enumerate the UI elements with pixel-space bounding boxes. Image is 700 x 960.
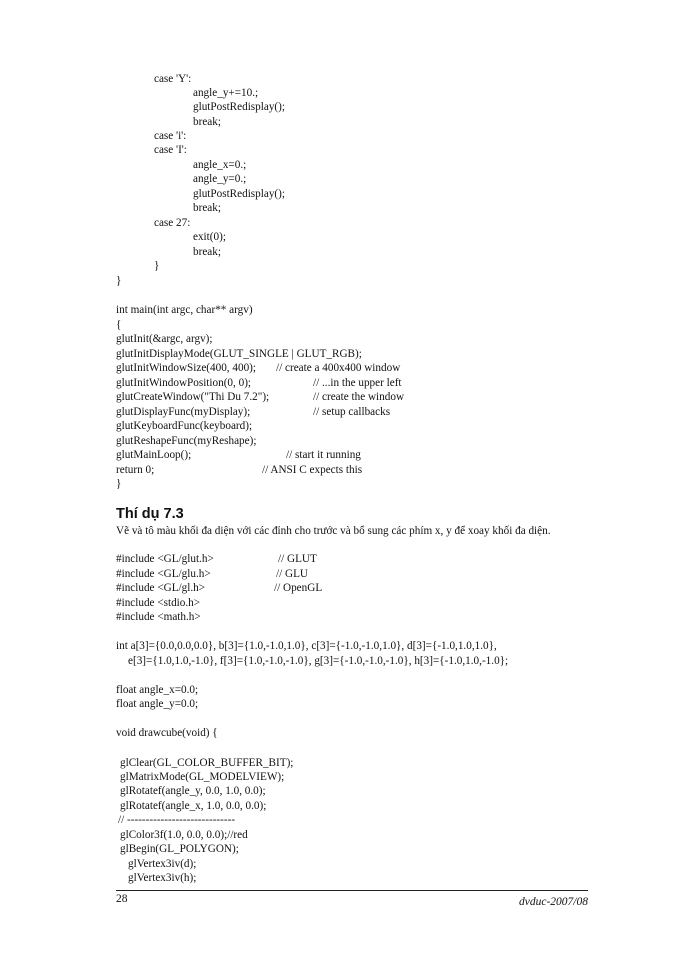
code-line: }	[116, 478, 122, 490]
code-line: glutKeyboardFunc(keyboard);	[116, 420, 253, 432]
code-line: // -----------------------------	[118, 814, 236, 826]
code-line: glutReshapeFunc(myReshape);	[116, 435, 257, 447]
code-line: #include <stdio.h>	[116, 597, 201, 609]
code-line: #include <GL/glut.h>	[116, 553, 214, 565]
code-line: glMatrixMode(GL_MODELVIEW);	[120, 771, 285, 783]
code-comment: // OpenGL	[274, 582, 323, 594]
code-comment: // setup callbacks	[313, 406, 391, 418]
code-line: #include <math.h>	[116, 611, 201, 623]
section-description: Vẽ và tô màu khối đa diện với các đỉnh cho trước và bổ sung các phím x, y để xoay khối đa diện.	[116, 525, 551, 537]
code-line: glutInit(&argc, argv);	[116, 333, 213, 345]
code-line: float angle_x=0.0;	[116, 684, 199, 696]
code-line: #include <GL/gl.h>	[116, 582, 206, 594]
code-line: case 27:	[154, 217, 191, 229]
code-line: glutMainLoop();	[116, 449, 192, 461]
code-line: }	[116, 275, 122, 287]
code-comment: // GLU	[276, 568, 309, 580]
code-line: glBegin(GL_POLYGON);	[120, 843, 239, 855]
code-line: angle_y+=10.;	[193, 87, 259, 99]
code-line: void drawcube(void) {	[116, 727, 218, 739]
code-line: {	[116, 319, 122, 331]
code-comment: // start it running	[286, 449, 361, 461]
code-comment: // GLUT	[278, 553, 317, 565]
code-line: glutInitWindowPosition(0, 0);	[116, 377, 252, 389]
code-line: glutCreateWindow("Thi Du 7.2");	[116, 391, 270, 403]
code-line: glutPostRedisplay();	[193, 101, 285, 113]
code-line: case 'Y':	[154, 73, 192, 85]
code-line: glutPostRedisplay();	[193, 188, 285, 200]
code-line: glVertex3iv(d);	[128, 858, 197, 870]
code-line: int main(int argc, char** argv)	[116, 304, 253, 316]
code-line: }	[154, 260, 160, 272]
code-line: angle_y=0.;	[193, 173, 247, 185]
code-line: angle_x=0.;	[193, 159, 247, 171]
footer-rule	[116, 890, 588, 891]
code-line: glutInitDisplayMode(GLUT_SINGLE | GLUT_RGB);	[116, 348, 362, 360]
code-line: exit(0);	[193, 231, 226, 243]
code-comment: // create a 400x400 window	[276, 362, 401, 374]
page-number: 28	[116, 893, 128, 905]
code-line: break;	[193, 116, 221, 128]
code-line: glRotatef(angle_x, 1.0, 0.0, 0.0);	[120, 800, 267, 812]
code-line: e[3]={1.0,1.0,-1.0}, f[3]={1.0,-1.0,-1.0}, g[3]={-1.0,-1.0,-1.0}, h[3]={-1.0,1.0,-1.0};	[128, 655, 509, 667]
code-line: return 0;	[116, 464, 155, 476]
code-comment: // ...in the upper left	[313, 377, 402, 389]
code-line: glVertex3iv(h);	[128, 872, 197, 884]
code-line: break;	[193, 202, 221, 214]
code-comment: // ANSI C expects this	[262, 464, 363, 476]
code-comment: // create the window	[313, 391, 405, 403]
code-line: glClear(GL_COLOR_BUFFER_BIT);	[120, 757, 294, 769]
code-line: glRotatef(angle_y, 0.0, 1.0, 0.0);	[120, 785, 266, 797]
code-line: int a[3]={0.0,0.0,0.0}, b[3]={1.0,-1.0,1.0}, c[3]={-1.0,-1.0,1.0}, d[3]={-1.0,1.0,1.0},	[116, 640, 497, 652]
code-line: glutDisplayFunc(myDisplay);	[116, 406, 251, 418]
code-line: case 'I':	[154, 144, 187, 156]
section-heading: Thí dụ 7.3	[116, 506, 184, 522]
code-line: glutInitWindowSize(400, 400);	[116, 362, 256, 374]
code-line: break;	[193, 246, 221, 258]
code-line: float angle_y=0.0;	[116, 698, 199, 710]
code-line: case 'i':	[154, 130, 187, 142]
code-line: #include <GL/glu.h>	[116, 568, 211, 580]
footer-credit: dvduc-2007/08	[519, 896, 588, 908]
code-line: glColor3f(1.0, 0.0, 0.0);//red	[120, 829, 248, 841]
